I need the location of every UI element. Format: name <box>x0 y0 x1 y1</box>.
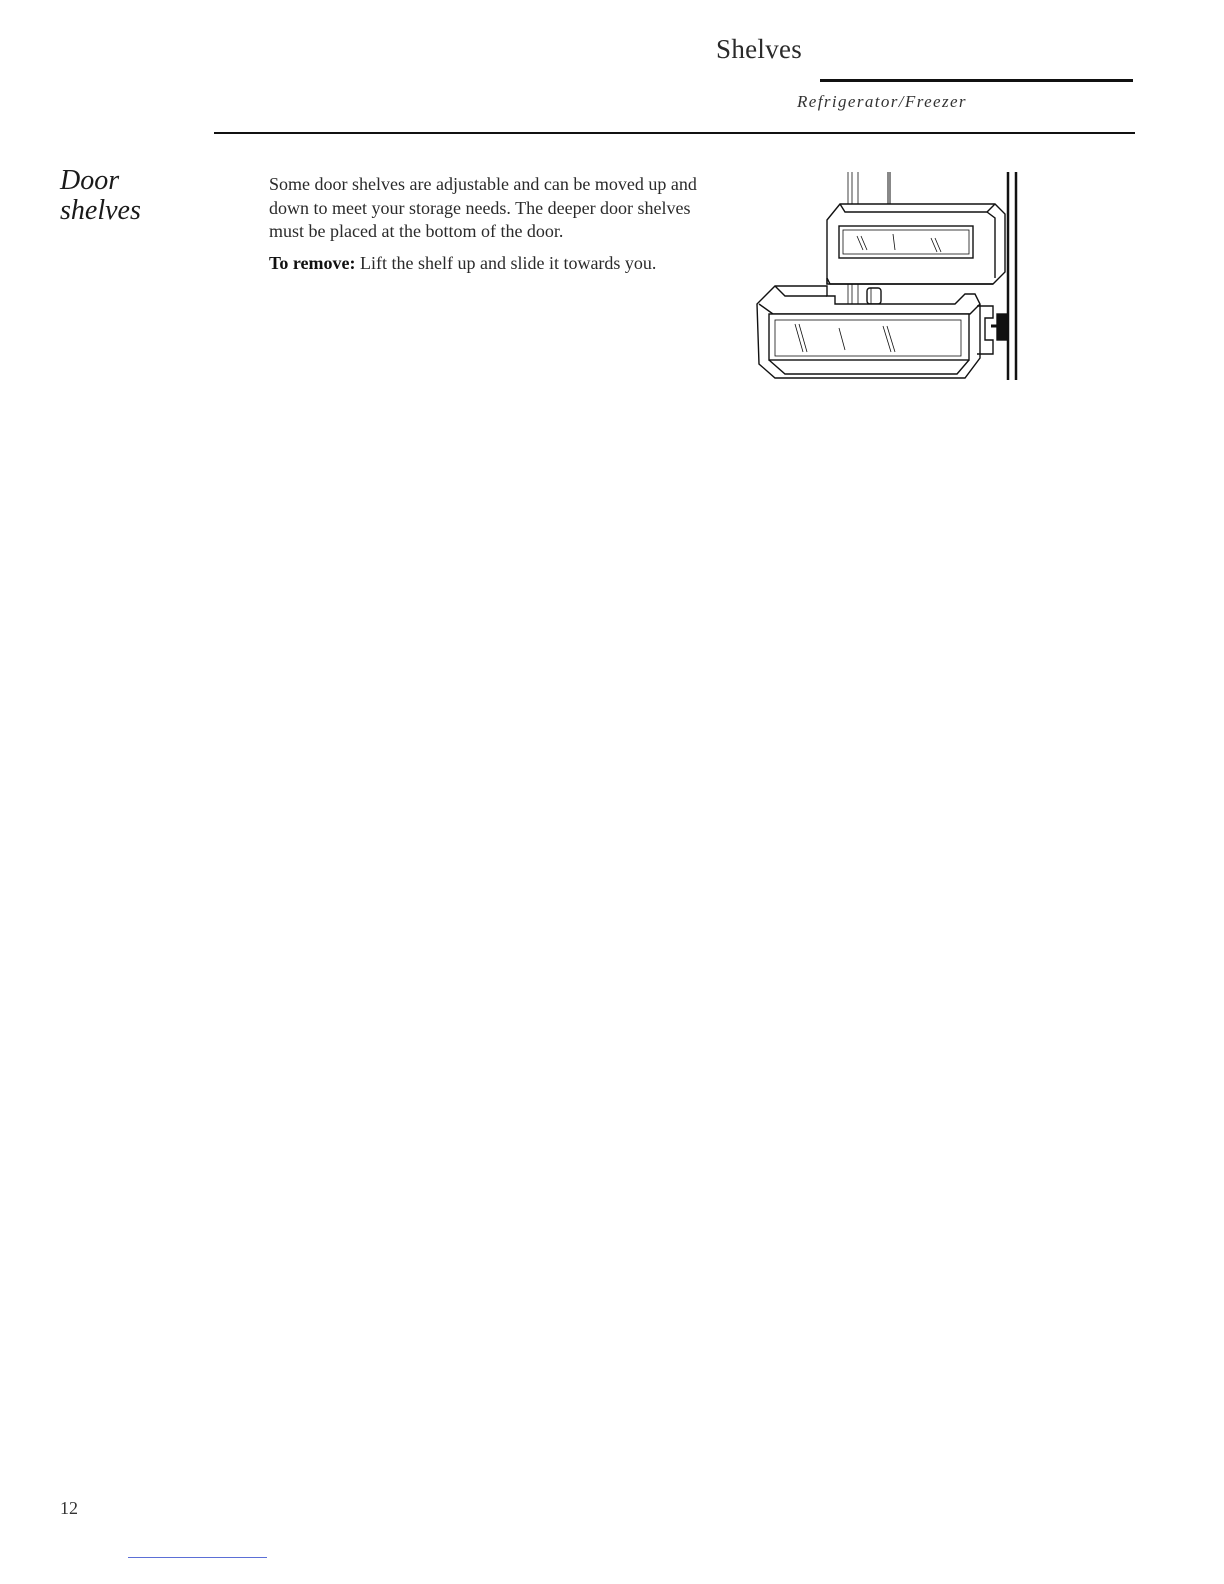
header-divider <box>214 132 1135 134</box>
door-shelves-illustration <box>745 168 1035 388</box>
page-title: Shelves <box>716 34 803 64</box>
remove-lead: To remove: <box>269 252 356 273</box>
paragraph-remove <box>269 252 709 276</box>
footer-line <box>128 1557 267 1558</box>
title-rule <box>820 79 1133 82</box>
section-heading-line2: shelves <box>60 195 141 226</box>
page-subtitle: Refrigerator/Freezer <box>797 92 967 111</box>
section-body <box>269 173 709 283</box>
paragraph-description: Some door shelves are adjustable and can be moved up and down to meet your storage needs. The deeper door shelves must be placed at the bottom of the door. <box>269 174 697 241</box>
remove-text: Lift the shelf up and slide it towards you. <box>355 252 657 273</box>
page-number: 12 <box>60 1498 78 1518</box>
section-heading-line1: Door <box>60 165 120 196</box>
section-heading <box>60 166 141 226</box>
